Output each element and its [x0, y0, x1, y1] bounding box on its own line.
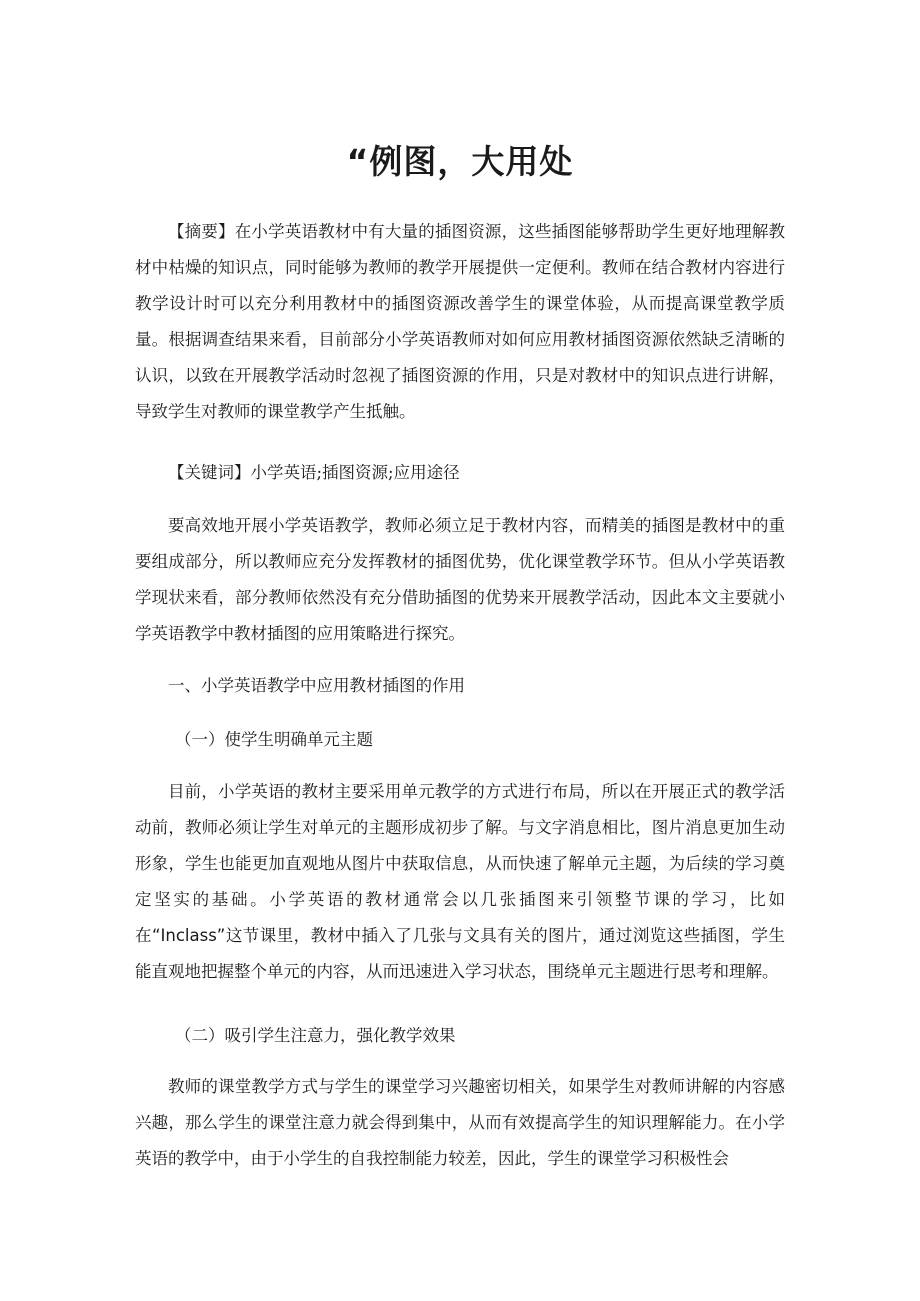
subsection1-heading: （一）使学生明确单元主题	[175, 730, 373, 749]
subsection1-paragraph	[135, 774, 785, 990]
intro-paragraph: 要高效地开展小学英语教学，教师必须立足于教材内容，而精美的插图是教材中的重要组成部分，所以教师应充分发挥教材的插图优势，优化课堂教学环节。但从小学英语教学现状来看，部分教师依然没有充分借助插图的优势来开展教学活动，因此本文主要就小学英语教学中教材插图的应用策略进行探究。	[135, 516, 785, 643]
section1-heading: 一、小学英语教学中应用教材插图的作用	[168, 676, 465, 695]
subsection1-text-part1: 目前，小学英语的教材主要采用单元教学的方式进行布局，所以在开展正式的教学活动前，教师必须让学生对单元的主题形成初步了解。与文字消息相比，图片消息更加生动形象，学生也能更加直观地从图片中获取信息，从而快速了解单元主题，为后续的学习奠定坚实的基础。小学英语的教材通常会以几张插图来引领整节课的学习，比如在	[135, 782, 785, 945]
subsection2-heading: （二）吸引学生注意力，强化教学效果	[175, 1026, 456, 1045]
abstract-paragraph: 【摘要】在小学英语教材中有大量的插图资源，这些插图能够帮助学生更好地理解教材中枯燥的知识点，同时能够为教师的教学开展提供一定便利。教师在结合教材内容进行教学设计时可以充分利用教材中的插图资源改善学生的课堂体验，从而提高课堂教学质量。根据调查结果来看，目前部分小学英语教师对如何应用教材插图资源依然缺乏清晰的认识，以致在开展教学活动时忽视了插图资源的作用，只是对教材中的知识点进行讲解，导致学生对教师的课堂教学产生抵触。	[135, 222, 785, 421]
subsection2-paragraph: 教师的课堂教学方式与学生的课堂学习兴趣密切相关，如果学生对教师讲解的内容感兴趣，那么学生的课堂注意力就会得到集中，从而有效提高学生的知识理解能力。在小学英语的教学中，由于小学生的自我控制能力较差，因此，学生的课堂学习积极性会	[135, 1077, 785, 1168]
class-name-quote: “Inclass”	[151, 926, 226, 945]
document-title: “例图，大用处	[346, 142, 574, 181]
subsection1-text-part2: 这节课里，教材中插入了几张与文具有关的图片，通过浏览这些插图，学生能直观地把握整个单元的内容，从而迅速进入学习状态，围绕单元主题进行思考和理解。	[135, 926, 786, 981]
keywords-line: 【关键词】小学英语;插图资源;应用途径	[168, 463, 460, 482]
